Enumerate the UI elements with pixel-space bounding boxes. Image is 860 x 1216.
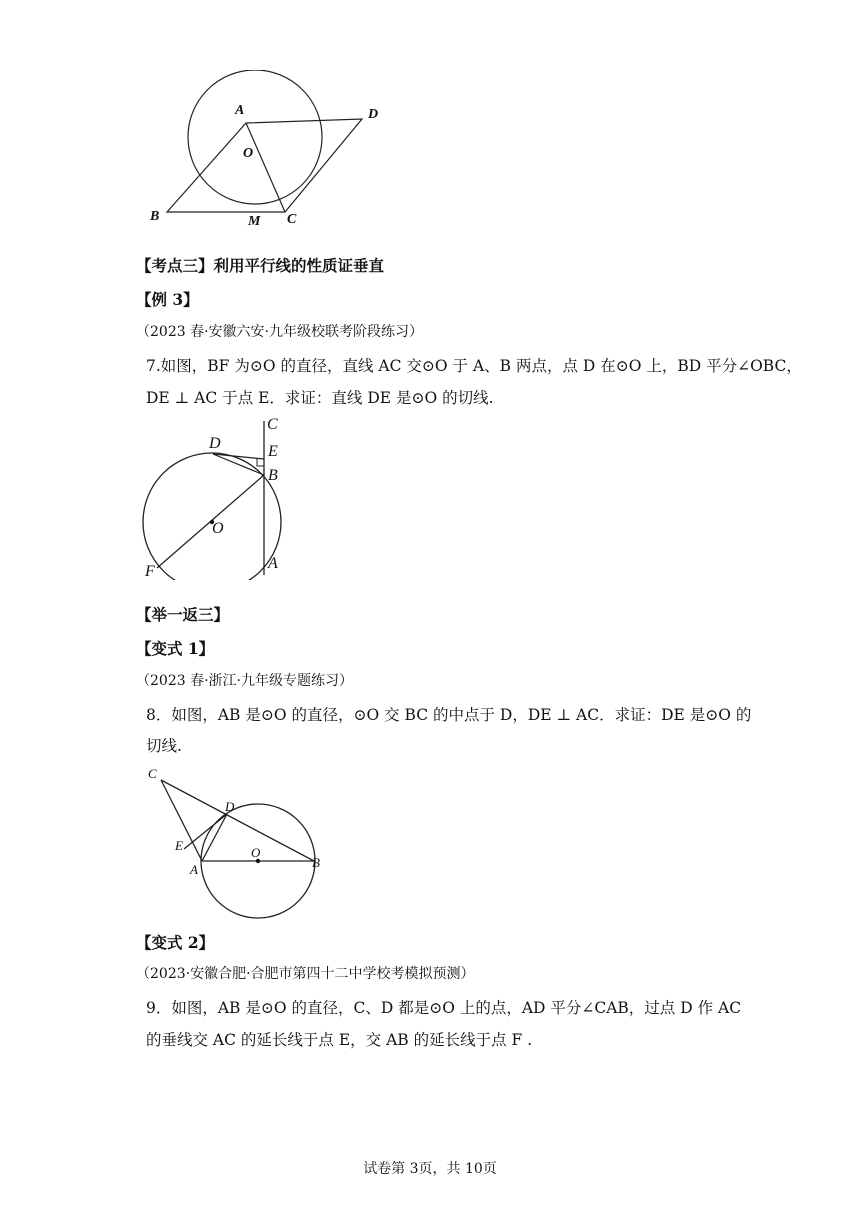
variant-1-source: （2023 春·浙江·九年级专题练习）	[136, 673, 353, 689]
fig2-label-d: D	[209, 435, 221, 452]
figure-2-segment-db	[213, 454, 264, 475]
fig3-label-b: B	[312, 855, 320, 870]
fig3-label-c: C	[148, 766, 157, 781]
fig3-label-a: A	[190, 862, 198, 877]
figure-1-circle	[188, 70, 322, 204]
question-8-line-1: 8．如图，AB 是⊙O 的直径，⊙O 交 BC 的中点于 D，DE ⊥ AC．求证：DE 是⊙O 的	[146, 706, 752, 724]
figure-1-parallelogram	[140, 70, 400, 240]
question-7-line-1: 7.如图，BF 为⊙O 的直径，直线 AC 交⊙O 于 A、B 两点，点 D 在⊙O 上，BD 平分∠OBC，	[146, 357, 802, 375]
fig1-label-b: B	[150, 209, 160, 224]
fig1-label-a: A	[235, 103, 245, 118]
practice-title: 【举一返三】	[136, 605, 230, 624]
variant-2-label: 【变式 2】	[136, 933, 215, 952]
variant-2-source: （2023·安徽合肥·合肥市第四十二中学校考模拟预测）	[136, 966, 475, 982]
fig3-label-e: E	[175, 838, 183, 853]
fig2-label-b: B	[268, 467, 278, 484]
section-title: 【考点三】利用平行线的性质证垂直	[136, 256, 385, 275]
figure-3-circle-triangle	[140, 765, 330, 925]
fig2-label-a: A	[268, 555, 278, 572]
example-source: （2023 春·安徽六安·九年级校联考阶段练习）	[136, 324, 423, 340]
fig2-label-o: O	[212, 520, 224, 537]
figure-2-right-angle-mark	[257, 459, 264, 466]
fig1-label-d: D	[368, 107, 379, 122]
fig2-label-c: C	[267, 416, 278, 433]
question-7-line-2: DE ⊥ AC 于点 E．求证：直线 DE 是⊙O 的切线.	[146, 389, 494, 407]
example-label: 【例 3】	[136, 290, 199, 309]
question-9-line-2: 的垂线交 AC 的延长线于点 E，交 AB 的延长线于点 F .	[146, 1031, 533, 1049]
figure-2-circle	[143, 453, 281, 580]
fig1-label-o: O	[243, 146, 254, 161]
page-footer: 试卷第 3页，共 10页	[363, 1161, 497, 1177]
fig1-label-m: M	[248, 214, 261, 229]
fig3-label-o: O	[251, 845, 261, 860]
figure-1-segment-ac	[246, 123, 285, 212]
variant-1-label: 【变式 1】	[136, 639, 215, 658]
figure-3-segment-de	[184, 814, 227, 849]
fig2-label-f: F	[145, 563, 155, 580]
question-9-line-1: 9．如图，AB 是⊙O 的直径，C、D 都是⊙O 上的点，AD 平分∠CAB，过点 D 作 AC	[146, 999, 742, 1017]
fig2-label-e: E	[268, 443, 278, 460]
question-8-line-2: 切线.	[146, 737, 182, 755]
fig1-label-c: C	[287, 212, 297, 227]
fig3-label-d: D	[225, 799, 235, 814]
